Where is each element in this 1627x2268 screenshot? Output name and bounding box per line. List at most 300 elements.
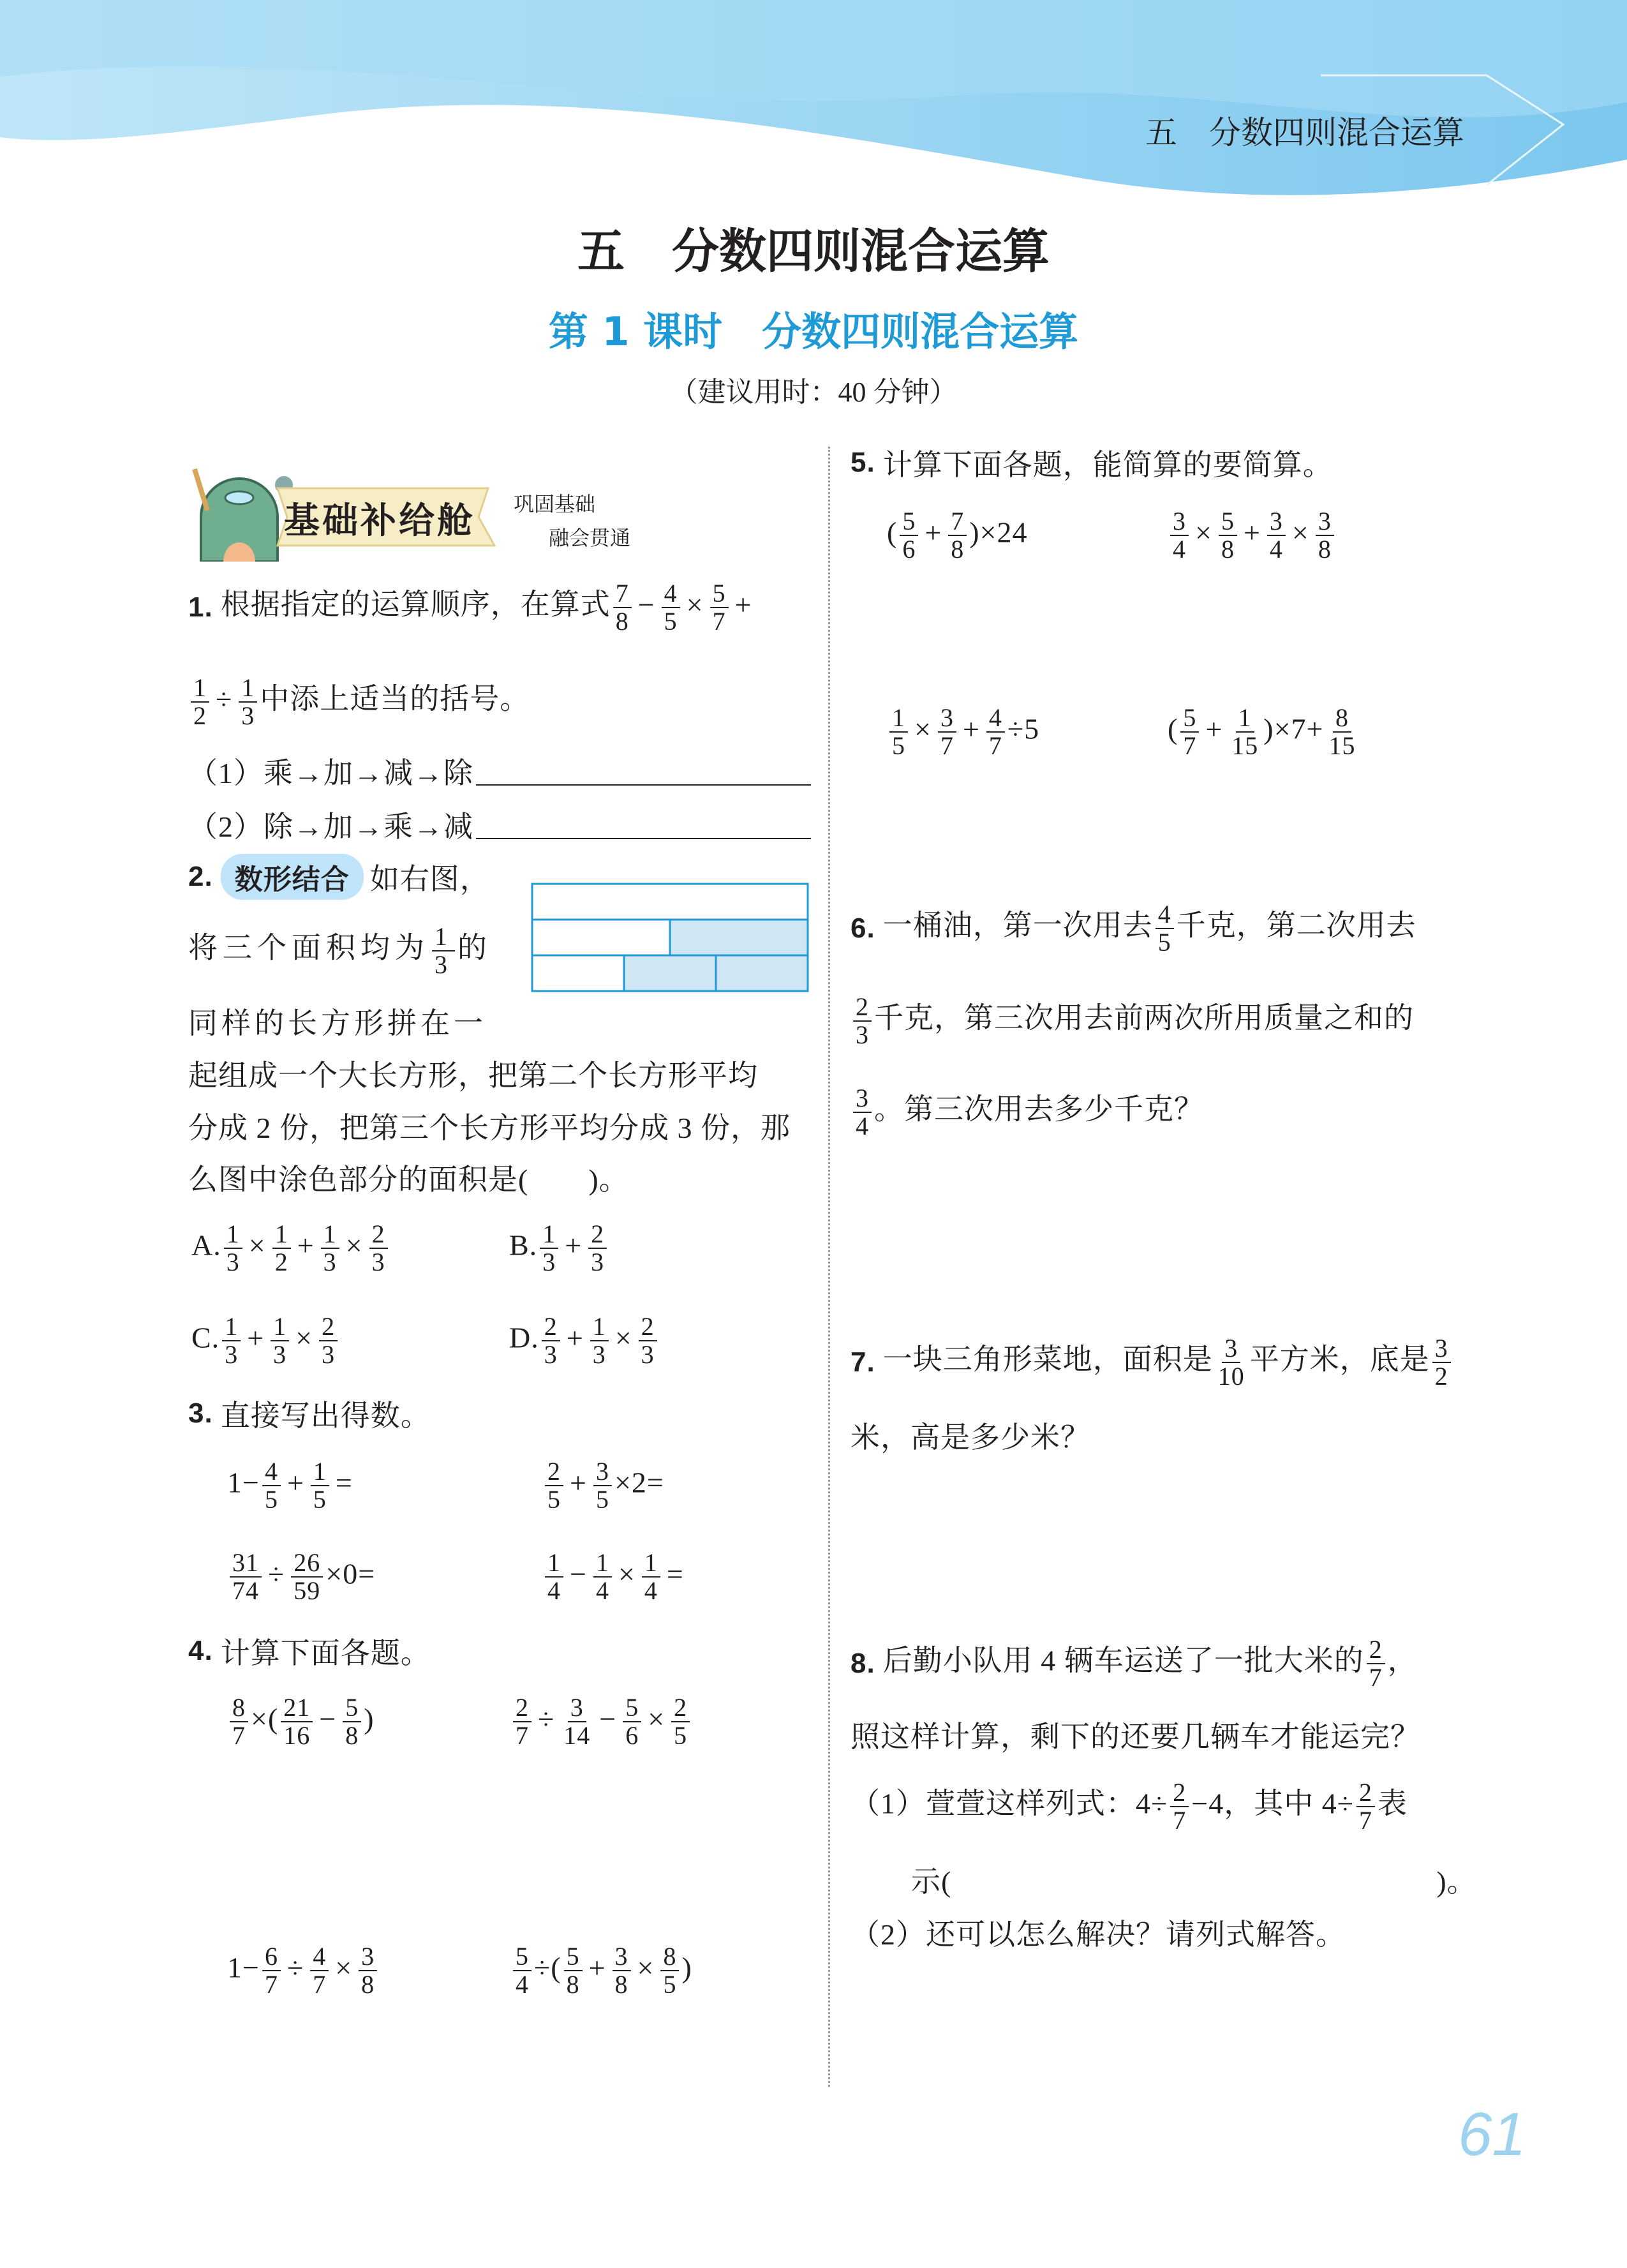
q1-sub2-text: （2）除→加→乘→减 — [188, 810, 473, 843]
text: 中添上适当的括号。 — [260, 682, 530, 715]
fraction — [853, 1085, 872, 1140]
fraction — [224, 1221, 242, 1276]
q1-sub2-answer[interactable] — [476, 810, 811, 839]
numerator: 8 — [660, 1943, 679, 1971]
text: − — [570, 1557, 587, 1590]
q3-text: 直接写出得数。 — [220, 1399, 431, 1432]
denominator: 3 — [371, 1248, 385, 1276]
denominator: 5 — [663, 1970, 677, 1999]
fraction — [513, 1694, 531, 1749]
shaded-part — [716, 955, 808, 991]
fraction — [561, 1694, 593, 1749]
time-hint: （建议用时：40 分钟） — [669, 377, 958, 408]
expression — [851, 1713, 1420, 1756]
text: × — [1195, 516, 1212, 549]
q3-number: 3. — [188, 1398, 213, 1429]
denominator: 4 — [1173, 535, 1186, 563]
text: × — [614, 1321, 632, 1354]
denominator: 5 — [547, 1485, 561, 1514]
q6-line3 — [851, 1077, 1204, 1147]
denominator: 15 — [1231, 731, 1259, 760]
fraction — [986, 705, 1005, 759]
fraction — [948, 508, 967, 563]
fraction — [513, 1943, 531, 1998]
text: × — [335, 1951, 353, 1984]
denominator: 2 — [1434, 1362, 1448, 1391]
denominator: 8 — [1221, 535, 1235, 563]
numerator: 4 — [986, 705, 1005, 733]
shaded-part — [624, 955, 716, 991]
fraction — [900, 508, 918, 563]
denominator: 7 — [1173, 1806, 1187, 1835]
fraction — [319, 1313, 338, 1368]
numerator: 2 — [639, 1313, 657, 1341]
denominator: 3 — [542, 1248, 556, 1276]
fraction — [272, 1221, 291, 1276]
q5-expr-3 — [887, 697, 1039, 767]
q2-option-d[interactable] — [509, 1306, 660, 1376]
numerator: 5 — [1219, 508, 1237, 536]
expression — [227, 1458, 357, 1513]
text: + — [565, 1228, 583, 1262]
q1-sub1-text: （1）乘→加→减→除 — [188, 757, 473, 789]
denominator: 7 — [264, 1970, 278, 1999]
text: + — [570, 1466, 587, 1499]
fraction — [545, 1458, 563, 1513]
q5-expr-4 — [1168, 697, 1360, 767]
text: 一块三角形菜地，面积是 — [882, 1343, 1213, 1376]
numerator: 1 — [1236, 705, 1254, 733]
text: C. — [191, 1321, 220, 1354]
fraction — [542, 1313, 560, 1368]
fraction — [593, 1458, 612, 1513]
text: ÷ — [538, 1702, 555, 1735]
numerator: 1 — [271, 1313, 289, 1341]
text: ÷5 — [1007, 712, 1040, 745]
fraction — [1326, 705, 1358, 759]
fraction — [1180, 705, 1199, 759]
expression — [510, 1943, 692, 1998]
area-diagram — [530, 881, 810, 992]
denominator: 3 — [544, 1340, 558, 1369]
text: + — [566, 1321, 584, 1354]
fraction — [613, 580, 632, 635]
denominator: 3 — [323, 1248, 337, 1276]
fraction — [343, 1694, 361, 1749]
badge-label: 基础补给舱 — [284, 502, 475, 541]
text: ÷ — [286, 1951, 304, 1984]
denominator: 8 — [566, 1970, 580, 1999]
text: 1− — [227, 1951, 260, 1984]
numerator: 2 — [853, 994, 872, 1022]
q3-expr-2 — [542, 1451, 664, 1521]
fraction — [889, 705, 908, 759]
denominator: 2 — [193, 701, 207, 730]
text: × — [295, 1321, 313, 1354]
expression — [509, 1313, 660, 1368]
numerator: 3 — [593, 1458, 612, 1486]
denominator: 15 — [1328, 731, 1356, 760]
q2-option-c[interactable] — [191, 1306, 340, 1376]
shaded-part — [670, 920, 808, 955]
fraction — [545, 1549, 563, 1604]
numerator: 2 — [671, 1694, 690, 1722]
denominator: 5 — [664, 607, 678, 636]
q7-line2 — [851, 1400, 1090, 1470]
denominator: 7 — [712, 607, 726, 636]
numerator: 4 — [310, 1943, 329, 1971]
q8-sub1-answer[interactable] — [951, 1865, 1436, 1894]
fraction — [564, 1943, 583, 1998]
numerator: 26 — [291, 1549, 323, 1578]
unshaded-part — [532, 955, 624, 991]
unshaded-part — [532, 884, 808, 920]
numerator: 5 — [710, 580, 729, 608]
text: 如右图， — [369, 863, 490, 895]
numerator: 3 — [613, 1943, 631, 1971]
denominator: 14 — [563, 1721, 591, 1750]
fraction — [1170, 508, 1189, 563]
q1-number: 1. — [188, 592, 213, 623]
text: 千克，第三次用去前两次所用质量之和的 — [874, 1001, 1414, 1034]
badge-tag-1: 巩固基础 — [514, 493, 596, 516]
denominator: 7 — [1358, 1806, 1372, 1835]
q8-line2 — [851, 1699, 1420, 1770]
fraction — [613, 1943, 631, 1998]
fraction — [369, 1221, 388, 1276]
numerator: 3 — [1170, 508, 1189, 536]
fraction — [1215, 1335, 1247, 1390]
text: )×7+ — [1263, 712, 1324, 745]
q2-tag: 数形结合 — [221, 854, 364, 900]
denominator: 16 — [283, 1721, 311, 1750]
text: 1− — [227, 1466, 260, 1499]
numerator: 6 — [262, 1943, 281, 1971]
text: 米，高是多少米？ — [851, 1421, 1090, 1454]
text: 平方米，底是 — [1249, 1343, 1430, 1376]
q8-open-paren: 示( — [911, 1865, 952, 1898]
fraction — [590, 1313, 609, 1368]
fraction — [1229, 705, 1261, 759]
denominator: 7 — [988, 731, 1002, 760]
numerator: 1 — [432, 923, 455, 951]
fraction — [432, 923, 455, 978]
denominator: 7 — [232, 1721, 246, 1750]
fraction — [1432, 1335, 1451, 1390]
q4-text: 计算下面各题。 — [220, 1637, 431, 1669]
text: ÷( — [534, 1951, 561, 1984]
text: + — [297, 1228, 315, 1262]
fraction — [639, 1313, 657, 1368]
numerator: 5 — [900, 508, 918, 536]
fraction — [262, 1458, 281, 1513]
q5-heading — [851, 428, 1333, 498]
text: − — [599, 1702, 617, 1735]
expression — [370, 856, 490, 898]
denominator: 4 — [547, 1576, 561, 1605]
numerator: 7 — [948, 508, 967, 536]
denominator: 7 — [1183, 731, 1197, 760]
denominator: 3 — [435, 950, 452, 979]
q4-number: 4. — [188, 1635, 213, 1666]
numerator: 1 — [239, 675, 257, 703]
expression — [851, 1779, 1408, 1834]
text: ×0= — [325, 1557, 376, 1590]
numerator: 1 — [593, 1549, 612, 1578]
numerator: 31 — [230, 1549, 262, 1578]
q2-line5: 分成 2 份，把第三个长方形平均分成 3 份，那 — [188, 1112, 791, 1144]
q2-line2 — [188, 916, 492, 986]
page-title: 五 分数四则混合运算 — [577, 226, 1050, 278]
expression — [1168, 508, 1337, 563]
q8-close-paren: )。 — [1436, 1865, 1477, 1898]
fraction — [540, 1221, 558, 1276]
numerator: 8 — [1333, 705, 1351, 733]
denominator: 5 — [313, 1485, 327, 1514]
fraction — [281, 1694, 313, 1749]
text: −4，其中 4÷ — [1191, 1787, 1354, 1820]
q5-number: 5. — [851, 447, 875, 478]
numerator: 2 — [1170, 1779, 1189, 1807]
unshaded-part — [532, 920, 670, 955]
fraction — [262, 1943, 281, 1998]
expression — [188, 675, 530, 729]
badge-tag-2: 融会贯通 — [549, 526, 631, 549]
text: + — [247, 1321, 265, 1354]
text: ) — [681, 1951, 692, 1984]
fraction — [671, 1694, 690, 1749]
q8-number: 8. — [851, 1648, 875, 1679]
text: × — [345, 1228, 363, 1262]
numerator: 4 — [262, 1458, 281, 1486]
numerator: 1 — [590, 1313, 609, 1341]
text: )×24 — [969, 516, 1028, 549]
denominator: 3 — [226, 1248, 240, 1276]
denominator: 10 — [1217, 1362, 1245, 1391]
fraction — [642, 1549, 660, 1604]
fraction — [588, 1221, 607, 1276]
fraction — [191, 675, 209, 729]
q3-heading — [188, 1378, 431, 1449]
q3-expr-1 — [227, 1451, 357, 1521]
fraction — [239, 675, 257, 729]
text: + — [588, 1951, 606, 1984]
denominator: 3 — [241, 701, 255, 730]
expression — [227, 1694, 375, 1749]
q4-expr-3 — [227, 1936, 380, 2006]
expression — [883, 901, 1416, 956]
expression — [1168, 705, 1360, 759]
running-title: 五 分数四则混合运算 — [1145, 114, 1464, 151]
text: ÷ — [268, 1557, 285, 1590]
fraction — [359, 1943, 377, 1998]
fraction — [321, 1221, 339, 1276]
expression — [887, 508, 1028, 563]
numerator: 1 — [642, 1549, 660, 1578]
numerator: 2 — [513, 1694, 531, 1722]
q2-option-b[interactable] — [509, 1213, 609, 1283]
text: （2）还可以怎么解决？请列式解答。 — [851, 1918, 1346, 1951]
numerator: 3 — [853, 1085, 872, 1113]
fraction — [271, 1313, 289, 1368]
expression — [851, 1911, 1346, 1953]
q1-line1 — [188, 572, 756, 643]
denominator: 3 — [591, 1248, 605, 1276]
q4-expr-4 — [510, 1936, 692, 2006]
text: + — [925, 516, 942, 549]
fraction — [623, 1694, 641, 1749]
numerator: 1 — [321, 1221, 339, 1249]
numerator: 5 — [564, 1943, 583, 1971]
denominator: 4 — [595, 1576, 609, 1605]
numerator: 3 — [1316, 508, 1334, 536]
denominator: 8 — [361, 1970, 375, 1999]
text: D. — [509, 1321, 539, 1354]
denominator: 8 — [615, 607, 629, 636]
denominator: 74 — [232, 1576, 259, 1605]
numerator: 1 — [222, 1313, 241, 1341]
denominator: 6 — [902, 535, 916, 563]
numerator: 5 — [623, 1694, 641, 1722]
expression — [191, 1221, 390, 1276]
text: ÷ — [216, 682, 233, 715]
text: 的 — [457, 931, 492, 964]
fraction — [230, 1549, 262, 1604]
numerator: 1 — [889, 705, 908, 733]
expression — [227, 1943, 380, 1998]
expression — [851, 1085, 1204, 1140]
denominator: 59 — [293, 1576, 321, 1605]
numerator: 1 — [540, 1221, 558, 1249]
expression — [883, 1335, 1453, 1390]
q4-heading — [188, 1616, 431, 1686]
numerator: 5 — [1180, 705, 1199, 733]
text: 千克，第二次用去 — [1176, 909, 1416, 942]
q3-expr-3 — [227, 1542, 375, 1612]
fraction — [938, 705, 956, 759]
q6-line2 — [851, 986, 1414, 1056]
fraction — [1356, 1779, 1375, 1834]
numerator: 1 — [272, 1221, 291, 1249]
fraction — [291, 1549, 323, 1604]
text: = — [335, 1466, 353, 1499]
text: ， — [1387, 1644, 1418, 1677]
fraction — [1170, 1779, 1189, 1834]
q4-expr-2 — [510, 1687, 692, 1757]
text: ( — [1168, 712, 1178, 745]
text: B. — [509, 1228, 538, 1262]
q2-line3: 同样的长方形拼在一 — [188, 1007, 487, 1040]
fraction — [310, 1943, 329, 1998]
text: （1）萱萱这样列式：4÷ — [851, 1787, 1168, 1820]
expression — [887, 705, 1039, 759]
q6-number: 6. — [851, 913, 875, 944]
denominator: 4 — [644, 1576, 658, 1605]
numerator: 3 — [1432, 1335, 1451, 1363]
denominator: 3 — [592, 1340, 606, 1369]
column-divider — [828, 447, 830, 2087]
text: × — [914, 712, 932, 745]
text: ×( — [251, 1702, 279, 1735]
denominator: 7 — [940, 731, 954, 760]
expression — [851, 994, 1414, 1048]
text: ×2= — [614, 1466, 664, 1499]
text: = — [666, 1557, 684, 1590]
q2-line1 — [188, 842, 490, 912]
fraction — [1267, 508, 1286, 563]
denominator: 3 — [641, 1340, 655, 1369]
lesson-subtitle: 第 1 课时 分数四则混合运算 — [548, 308, 1079, 355]
fraction — [1367, 1636, 1385, 1691]
expression — [883, 1636, 1418, 1691]
fraction — [1316, 508, 1334, 563]
fraction — [1219, 508, 1237, 563]
fraction — [660, 1943, 679, 1998]
fraction — [230, 1694, 248, 1749]
q2-option-a[interactable] — [191, 1213, 390, 1283]
q8-sub2 — [851, 1897, 1346, 1967]
numerator: 1 — [224, 1221, 242, 1249]
expression — [851, 1414, 1090, 1456]
text: × — [1291, 516, 1309, 549]
numerator: 3 — [1267, 508, 1286, 536]
text: × — [248, 1228, 266, 1262]
denominator: 5 — [595, 1485, 609, 1514]
numerator: 3 — [938, 705, 956, 733]
fraction — [593, 1549, 612, 1604]
denominator: 6 — [625, 1721, 639, 1750]
text: ( — [887, 516, 898, 549]
text: + — [962, 712, 980, 745]
section-badge — [188, 466, 660, 562]
text: − — [637, 588, 655, 621]
q4-expr-1 — [227, 1687, 375, 1757]
q7-number: 7. — [851, 1347, 875, 1378]
denominator: 2 — [274, 1248, 288, 1276]
denominator: 8 — [614, 1970, 628, 1999]
q1-line2 — [188, 667, 530, 737]
numerator: 3 — [1222, 1335, 1240, 1363]
q2-line4: 起组成一个大长方形，把第二个长方形平均 — [188, 1059, 758, 1092]
numerator: 2 — [1356, 1779, 1375, 1807]
expression — [188, 923, 492, 978]
denominator: 5 — [674, 1721, 688, 1750]
denominator: 5 — [264, 1485, 278, 1514]
numerator: 2 — [542, 1313, 560, 1341]
denominator: 3 — [322, 1340, 336, 1369]
q6-line1 — [851, 893, 1416, 964]
header-banner — [0, 0, 1627, 204]
text: 一桶油，第一次用去 — [882, 909, 1153, 942]
q5-text: 计算下面各题，能简算的要简算。 — [882, 449, 1333, 481]
text: ) — [364, 1702, 375, 1735]
denominator: 7 — [1369, 1663, 1383, 1692]
text: 。第三次用去多少千克？ — [874, 1093, 1204, 1126]
numerator: 4 — [662, 580, 680, 608]
fraction — [853, 994, 872, 1048]
expression — [510, 1694, 692, 1749]
q5-expr-2 — [1168, 500, 1337, 571]
text: + — [734, 588, 752, 621]
q1-sub1-answer[interactable] — [476, 756, 811, 786]
denominator: 8 — [1318, 535, 1332, 563]
q7-line1 — [851, 1327, 1453, 1398]
denominator: 3 — [225, 1340, 239, 1369]
denominator: 5 — [1157, 928, 1171, 957]
fraction — [222, 1313, 241, 1368]
numerator: 2 — [1367, 1636, 1385, 1664]
numerator: 2 — [369, 1221, 388, 1249]
